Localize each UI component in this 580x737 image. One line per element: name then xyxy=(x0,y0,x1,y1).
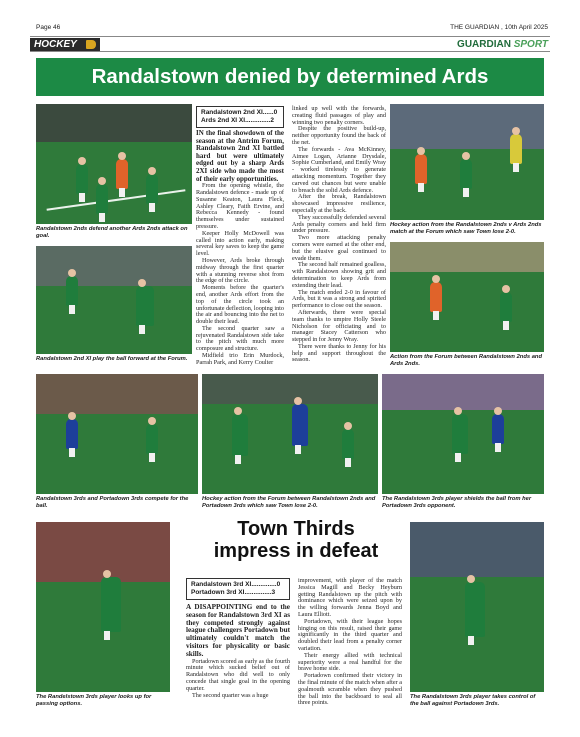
story1-para: The match ended 2-0 in favour of Ards, but it was a strong and spirited performance to close out the season. xyxy=(292,288,386,310)
story1-para: There were thanks to Jenny for his help and support throughout the season. xyxy=(292,342,386,364)
caption-6: Hockey action from the Forum between Randalstown 2nds and Portadown 3rds which saw Town lose 2-0. xyxy=(202,496,376,509)
story2-para: Their energy allied with technical superiority were a real handful for the brave home side. xyxy=(298,651,402,673)
story1-score-home: Randalstown 2nd XI......0 xyxy=(201,109,278,116)
photo-compete xyxy=(36,374,198,494)
caption-1: Randalstown 2nds defend another Ards 2nds attack on goal. xyxy=(36,226,188,239)
story1-para: The second half remained goalless, with Randalstown showing grit and determination to keep Ards from extending their lead. xyxy=(292,261,386,289)
story1-score-away: Ards 2nd XI XI..............2 xyxy=(201,117,274,124)
story1-para: They successfully defended several Ards penalty corners and held firm under pressure. xyxy=(292,213,386,235)
story1-para: After the break, Randalstown showcased impressive resilience, especially at the back. xyxy=(292,193,386,214)
caption-7: The Randalstown 3rds player shields the ball from her Portadown 3rds opponent. xyxy=(382,496,532,509)
caption-5: Randalstown 3rds and Portadown 3rds compete for the ball. xyxy=(36,496,189,509)
photo-passing xyxy=(36,522,170,692)
caption-8: The Randelstown 3rds player looks up for passing options. xyxy=(36,694,152,707)
brand-sport: SPORT xyxy=(513,39,548,50)
story1-para: Midfield trio Erin Murdock, Parrah Park, and Kerry Coulter xyxy=(196,352,284,366)
story1-lead: IN the final showdown of the season at the Antrim Forum, Randalstown 2nd XI battled hard but were ultimately edged out by a sharp Ards 2XI side who made the most of their early opportunities. xyxy=(196,129,284,183)
brand-guardian: GUARDIAN xyxy=(457,39,511,50)
story2-para: Portadown scored as early as the fourth minute which sucked belief out of Randalstown who did well to only concede that single goal in the opening quarter. xyxy=(186,657,290,692)
photo-portadown-action xyxy=(202,374,378,494)
story2-column-1 xyxy=(186,604,290,699)
hockey-tab-label: HOCKEY xyxy=(34,39,77,50)
caption-9: The Randalstown 3rds player takes control of the ball against Portadown 3rds. xyxy=(410,694,536,707)
caption-4: Action from the Forum between Randalstown 2nds and Ards 2nds. xyxy=(390,354,543,367)
story2-para: Portadown confirmed their victory in the final minute of the match when after a goalmouth scramble when they pushed the ball into the backboard to seal all three points. xyxy=(298,672,402,707)
story1-headline: Randalstown denied by determined Ards xyxy=(36,58,544,96)
story1-para: Two more attacking penalty corners were earned at the other end, but the elusive goal continued to evade them. xyxy=(292,234,386,262)
section-bar xyxy=(30,36,550,52)
story1-scorebox xyxy=(196,106,284,128)
story1-para: However, Ards broke through midway through the first quarter with a stunning reverse shot from the edge of the circle. xyxy=(196,256,284,285)
photo-defend xyxy=(36,104,192,224)
story2-lead: A DISAPPOINTING end to the season for Randalstown 3rd XI as they competed strongly against league challengers Portadown but ultimately couldn't match the visitors for physicality or basic skills. xyxy=(186,603,291,658)
story1-para: Keeper Holly McDowell was called into action early, making several key saves to keep the game level. xyxy=(196,229,284,258)
publication-date: THE GUARDIAN , 10th April 2025 xyxy=(450,24,548,31)
story2-scorebox xyxy=(186,578,290,600)
story2-score-home: Randalstown 3rd XI..............0 xyxy=(191,581,281,588)
story1-column-2 xyxy=(292,106,386,364)
story1-para: linked up well with the forwards, creating fluid passages of play and winning two penalty corners. xyxy=(292,105,386,126)
story1-para: From the opening whistle, the Randalstown defence - made up of Susanne Keaton, Laura Fleck, Ashley Cleary, Faith Ervine, and Rebecca Kennedy - found themselves under sustained pressure. xyxy=(196,182,284,230)
page-header xyxy=(36,22,548,36)
photo-ards-match xyxy=(390,104,544,220)
page-number: Page 46 xyxy=(36,24,61,31)
story1-para: Afterwards, there were special team thanks to umpire Holly Steele Nicholson for officiating and to manager Stacey Catterson who stepped in for Jenny Wray. xyxy=(292,308,386,344)
story1-para: Despite the positive build-up, neither opportunity found the back of the net. xyxy=(292,125,386,146)
story2-headline: Town Thirds impress in defeat xyxy=(213,518,379,562)
photo-forum-action xyxy=(390,242,544,352)
caption-2: Randalstown 2nd XI play the ball forward at the Forum. xyxy=(36,356,188,362)
story2-para: The second quarter was a huge xyxy=(192,691,269,699)
hockey-stick-icon xyxy=(86,40,96,49)
story2-score-away: Portadown 3rd XI...............3 xyxy=(191,589,276,596)
story2-para: Portadown, with their league hopes hinging on this result, raised their game significantly in the third quarter and doubled their lead from a penalty corner variation. xyxy=(298,617,402,652)
photo-forward xyxy=(36,246,192,354)
story1-para: The forwards - Ava McKinney, Aimee Logan, Arianne Drysdale, Sophie Cumberland, and Emily Wray - worked tirelessly to generate attacking momentum. Together they carved out chances but were unable to breach the solid Ards defence. xyxy=(292,145,386,194)
story1-column-1 xyxy=(196,130,284,367)
guardian-sport-brand xyxy=(457,38,548,51)
photo-shield xyxy=(382,374,544,494)
story1-para: Moments before the quarter's end, another Ards effort from the top of the circle took an unfortunate deflection, looping into the air and bouncing into the net to double their lead. xyxy=(196,284,284,326)
caption-3: Hockey action from the Randalstown 2nds v Ards 2nds match at the Forum which saw Town lose 2-0. xyxy=(390,222,542,235)
hockey-section-tab xyxy=(30,38,100,51)
story2-column-2 xyxy=(298,578,402,707)
story1-para: The second quarter saw a rejuvenated Randalstown side take to the pitch with much more composure and structure. xyxy=(196,324,284,353)
story2-para: improvement, with player of the match Jessica Magill and Becky Heyburn getting Randalstown up the pitch with dominance which were seized upon by the willing forwards Jenna Boyd and Laura Elliott. xyxy=(298,577,402,618)
photo-control xyxy=(410,522,544,692)
